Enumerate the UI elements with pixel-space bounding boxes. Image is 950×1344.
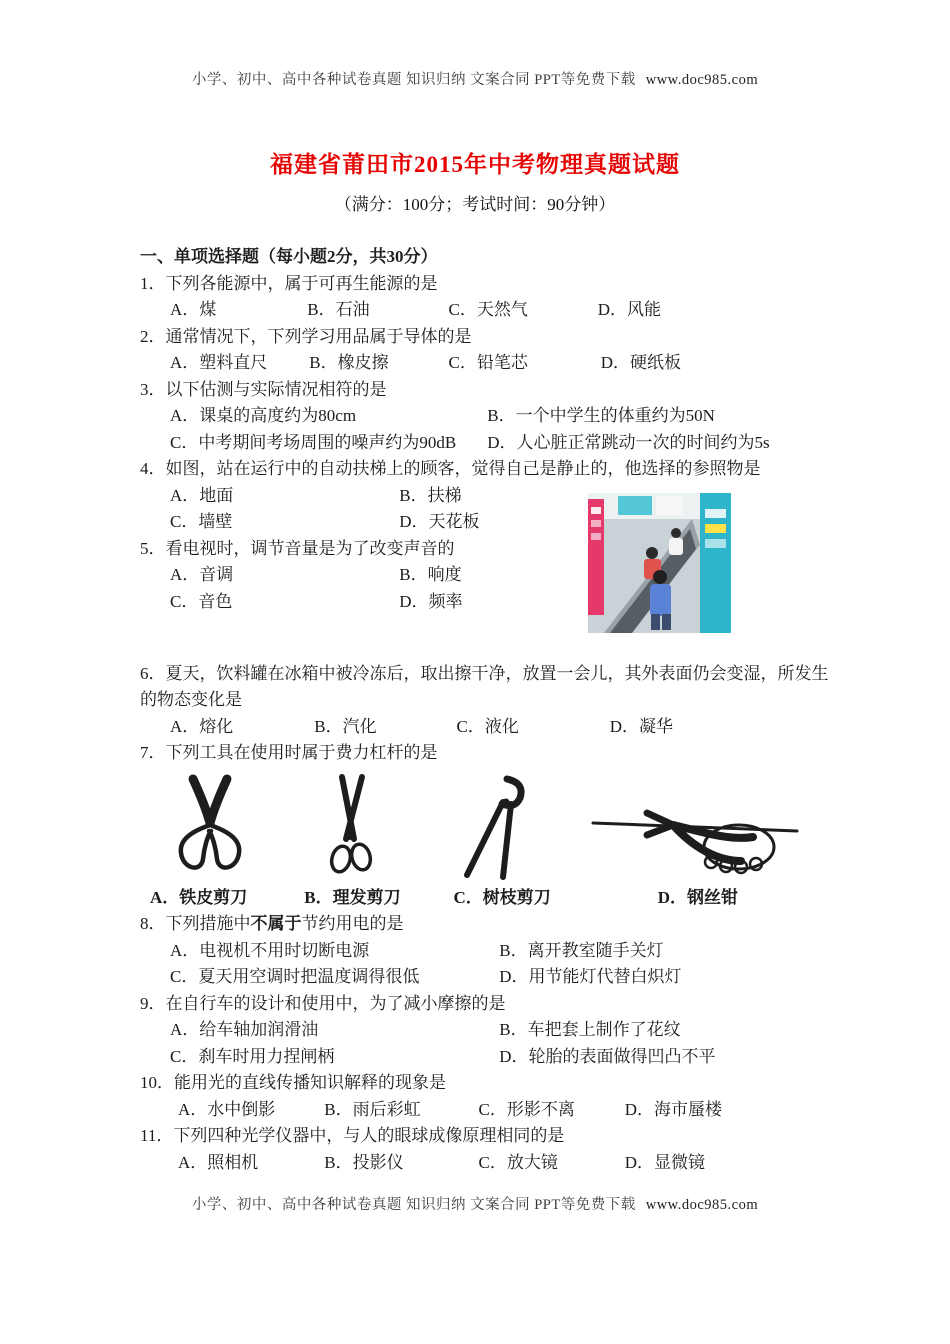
- section-1-heading: 一、单项选择题（每小题2分，共30分）: [140, 247, 438, 266]
- question-8-option-c: C．夏天用空调时把温度调得很低: [170, 967, 420, 986]
- question-4-option-d: D．天花板: [399, 512, 480, 531]
- question-7: [140, 740, 840, 911]
- question-11: [140, 1123, 840, 1176]
- question-1-stem: 1．下列各能源中，属于可再生能源的是: [140, 273, 438, 293]
- hair-scissors-image: [280, 771, 420, 881]
- question-7-images: [140, 769, 840, 881]
- question-4-option-a: A．地面: [170, 485, 234, 505]
- question-2-option-a: A．塑料直尺: [170, 353, 268, 372]
- question-5-options-row-1: [140, 562, 588, 589]
- question-9: [140, 991, 840, 1071]
- question-4-options-row-2: [140, 509, 588, 536]
- question-1-option-c: C．天然气: [448, 300, 528, 319]
- question-5-options-row-2: [140, 589, 588, 616]
- question-7-label-d: D．钢丝钳: [657, 887, 739, 907]
- question-5-option-d: D．频率: [399, 591, 463, 611]
- question-4-options-row-1: [140, 483, 588, 510]
- question-10-option-d: D．海市蜃楼: [624, 1099, 723, 1119]
- escalator-image: [588, 493, 731, 633]
- question-8-option-d: D．用节能灯代替白炽灯: [499, 967, 682, 986]
- question-8-options-row-1: [140, 938, 840, 965]
- site-footer: [0, 1193, 950, 1214]
- question-1-option-b: B．石油: [307, 300, 370, 319]
- question-8-stem: [140, 911, 840, 938]
- question-2-option-b: B．橡皮擦: [309, 353, 389, 372]
- question-11-option-d: D．显微镜: [624, 1152, 706, 1172]
- question-8-options-row-2: [140, 964, 840, 991]
- question-7-stem: 7．下列工具在使用时属于费力杠杆的是: [140, 743, 438, 762]
- question-9-option-a: A．给车轴加润滑油: [170, 1020, 319, 1039]
- question-10-stem: 10．能用光的直线传播知识解释的现象是: [140, 1073, 446, 1092]
- question-4-option-c: C．墙壁: [170, 512, 233, 531]
- question-10-option-c: C．形影不离: [478, 1099, 575, 1119]
- question-6-options: [140, 714, 840, 741]
- question-3-options-row-2: [140, 430, 840, 457]
- question-8: [140, 911, 840, 991]
- question-6-option-b: B．汽化: [314, 716, 377, 736]
- question-9-option-c: C．刹车时用力捏闸柄: [170, 1046, 335, 1066]
- question-3-option-d: D．人心脏正常跳动一次的时间约为5s: [487, 432, 770, 452]
- question-10-option-b: B．雨后彩虹: [324, 1099, 421, 1119]
- question-1-options: [140, 297, 840, 324]
- question-2-stem: 2．通常情况下，下列学习用品属于导体的是: [140, 326, 472, 346]
- question-11-option-a: A．照相机: [178, 1152, 259, 1172]
- question-7-image-labels: [140, 885, 840, 912]
- question-9-options-row-2: [140, 1044, 840, 1071]
- question-3-options-row-1: [140, 403, 840, 430]
- question-9-stem: 9．在自行车的设计和使用中，为了减小摩擦的是: [140, 993, 506, 1013]
- question-11-option-c: C．放大镜: [478, 1152, 558, 1172]
- question-6: [140, 661, 840, 741]
- question-8-stem-emphasis: 不属于: [250, 914, 302, 933]
- question-9-options-row-1: [140, 1017, 840, 1044]
- question-8-option-a: A．电视机不用时切断电源: [170, 940, 370, 960]
- footer-link[interactable]: www.doc985.com: [645, 1197, 759, 1213]
- question-2: [140, 324, 840, 377]
- question-11-stem: 11．下列四种光学仪器中，与人的眼球成像原理相同的是: [140, 1126, 565, 1145]
- question-2-option-c: C．铅笔芯: [448, 353, 528, 372]
- question-2-options: [140, 350, 840, 377]
- question-8-option-b: B．离开教室随手关灯: [499, 940, 664, 960]
- question-3-option-c: C．中考期间考场周围的噪声约为90dB: [170, 432, 457, 452]
- question-11-option-b: B．投影仪: [324, 1152, 404, 1172]
- exam-title: 福建省莆田市2015年中考物理真题试题: [270, 152, 680, 177]
- question-7-label-b: B．理发剪刀: [304, 887, 401, 907]
- question-3: [140, 377, 840, 457]
- question-1: [140, 271, 840, 324]
- question-6-option-d: D．凝华: [609, 716, 674, 736]
- question-5-option-c: C．音色: [170, 591, 233, 611]
- question-6-option-a: A．熔化: [170, 716, 234, 736]
- question-5-option-a: A．音调: [170, 565, 234, 584]
- question-8-stem-suffix: 节约用电的是: [301, 914, 404, 933]
- question-5-option-b: B．响度: [399, 565, 462, 584]
- question-8-stem-prefix: 8．下列措施中: [140, 914, 251, 933]
- question-10-option-a: A．水中倒影: [178, 1099, 276, 1119]
- question-5: [140, 536, 588, 616]
- question-1-option-d: D．风能: [597, 300, 662, 319]
- tin-snips-image: [140, 771, 280, 881]
- question-3-stem: 3．以下估测与实际情况相符的是: [140, 379, 387, 399]
- question-6-option-c: C．液化: [456, 716, 519, 736]
- question-11-options: [140, 1150, 840, 1177]
- question-1-option-a: A．煤: [170, 300, 217, 319]
- question-3-option-a: A．课桌的高度约为80cm: [170, 406, 357, 425]
- site-header: [0, 68, 950, 89]
- question-5-stem: 5．看电视时，调节音量是为了改变声音的: [140, 538, 455, 558]
- question-4-option-b: B．扶梯: [399, 485, 462, 505]
- question-7-label-c: C．树枝剪刀: [453, 887, 551, 907]
- exam-body: [140, 244, 840, 1176]
- question-9-option-b: B．车把套上制作了花纹: [499, 1020, 681, 1039]
- question-2-option-d: D．硬纸板: [600, 353, 682, 372]
- question-10: [140, 1070, 840, 1123]
- branch-shears-image: [420, 771, 580, 881]
- question-7-label-a: A．铁皮剪刀: [150, 887, 248, 907]
- question-4: [140, 456, 840, 633]
- question-3-option-b: B．一个中学生的体重约为50N: [487, 406, 715, 425]
- question-9-option-d: D．轮胎的表面做得凹凸不平: [499, 1046, 716, 1066]
- exam-subtitle: （满分：100分；考试时间：90分钟）: [334, 195, 616, 214]
- wire-pliers-image: [580, 771, 810, 881]
- footer-text: 小学、初中、高中各种试卷真题 知识归纳 文案合同 PPT等免费下载: [191, 1197, 636, 1213]
- question-10-options: [140, 1097, 840, 1124]
- question-6-stem: 6．夏天，饮料罐在冰箱中被冷冻后，取出擦干净，放置一会儿，其外表面仍会变湿，所发生的物态变化是: [140, 663, 829, 709]
- header-link[interactable]: www.doc985.com: [645, 72, 759, 88]
- header-text: 小学、初中、高中各种试卷真题 知识归纳 文案合同 PPT等免费下载: [191, 72, 636, 88]
- question-4-stem: 4．如图，站在运行中的自动扶梯上的顾客，觉得自己是静止的，他选择的参照物是: [140, 459, 761, 478]
